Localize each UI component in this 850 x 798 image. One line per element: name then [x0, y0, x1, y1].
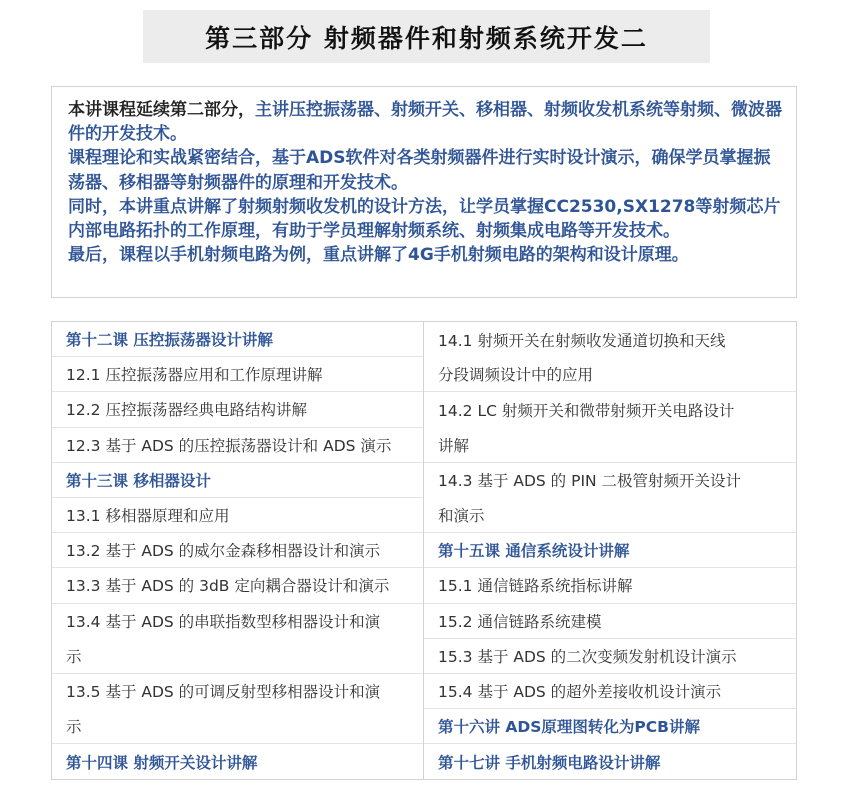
syllabus-table: [51, 321, 797, 780]
lesson-item: 13.1 移相器原理和应用: [52, 498, 423, 533]
lesson-item: 分段调频设计中的应用: [424, 357, 796, 392]
lesson-item: 示: [52, 639, 423, 674]
syllabus-left-column: [52, 322, 424, 779]
lesson-heading: 第十四课 射频开关设计讲解: [66, 753, 258, 772]
intro-p2: 课程理论和实战紧密结合，基于ADS软件对各类射频器件进行实时设计演示，确保学员掌握振荡器、移相器等射频器件的原理和开发技术。: [68, 148, 771, 193]
intro-p3: 同时，本讲重点讲解了射频射频收发机的设计方法，让学员掌握CC2530,SX1278等射频芯片内部电路拓扑的工作原理，有助于学员理解射频系统、射频集成电路等开发技术。: [68, 196, 781, 242]
lesson-item: 15.2 通信链路系统建模: [424, 604, 796, 639]
page-title: 第三部分 射频器件和射频系统开发二: [205, 23, 648, 53]
lesson-heading: 第十六讲 ADS原理图转化为PCB讲解: [424, 709, 796, 744]
lesson-item: 14.1 射频开关在射频收发通道切换和天线: [438, 331, 726, 350]
intro-lead: 本讲课程延续第二部分，: [68, 100, 255, 120]
lesson-item: 13.3 基于 ADS 的 3dB 定向耦合器设计和演示: [52, 568, 423, 603]
lesson-item: 示: [52, 709, 423, 744]
lesson-item: 13.5 基于 ADS 的可调反射型移相器设计和演: [66, 683, 381, 702]
intro-p1: 主讲压控振荡器、射频开关、移相器、射频收发机系统等射频、微波器件的开发技术。: [68, 100, 782, 145]
lesson-item: 讲解: [424, 428, 796, 463]
lesson-item: 14.2 LC 射频开关和微带射频开关电路设计: [438, 401, 735, 420]
lesson-item: 13.4 基于 ADS 的串联指数型移相器设计和演: [66, 613, 381, 632]
syllabus-right-column: [424, 322, 796, 779]
lesson-item: 14.3 基于 ADS 的 PIN 二极管射频开关设计: [438, 472, 742, 491]
lesson-heading: 第十二课 压控振荡器设计讲解: [52, 322, 423, 357]
title-banner: [143, 10, 710, 63]
lesson-item: 12.1 压控振荡器应用和工作原理讲解: [52, 357, 423, 392]
intro-box: [51, 86, 797, 298]
lesson-item: 15.4 基于 ADS 的超外差接收机设计演示: [424, 674, 796, 709]
intro-p4: 最后，课程以手机射频电路为例，重点讲解了4G手机射频电路的架构和设计原理。: [68, 245, 689, 266]
lesson-item: 13.2 基于 ADS 的威尔金森移相器设计和演示: [52, 533, 423, 568]
lesson-item: 12.3 基于 ADS 的压控振荡器设计和 ADS 演示: [52, 428, 423, 463]
lesson-heading: 第十七讲 手机射频电路设计讲解: [438, 753, 661, 772]
lesson-item: 12.2 压控振荡器经典电路结构讲解: [52, 392, 423, 427]
lesson-item: 和演示: [424, 498, 796, 533]
lesson-heading: 第十三课 移相器设计: [52, 463, 423, 498]
lesson-item: 15.1 通信链路系统指标讲解: [424, 568, 796, 603]
lesson-heading: 第十五课 通信系统设计讲解: [424, 533, 796, 568]
lesson-item: 15.3 基于 ADS 的二次变频发射机设计演示: [424, 639, 796, 674]
